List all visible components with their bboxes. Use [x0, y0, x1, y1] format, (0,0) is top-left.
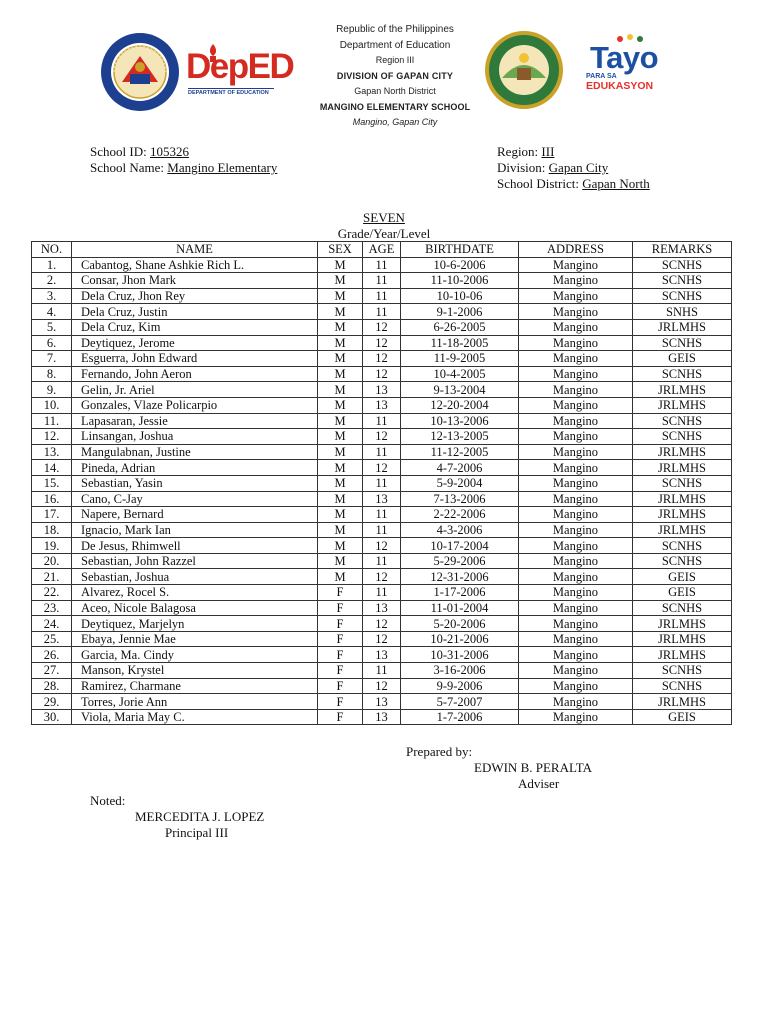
district-label: School District:	[497, 176, 579, 191]
tayo-logo-para-sa: PARA SA	[586, 73, 617, 80]
row-name: Gonzales, Vlaze Policarpio	[72, 397, 318, 413]
row-sex: M	[318, 366, 363, 382]
row-no: 16.	[32, 491, 72, 507]
row-birthdate: 10-21-2006	[401, 631, 519, 647]
row-birthdate: 10-13-2006	[401, 413, 519, 429]
col-header-sex: SEX	[318, 242, 363, 258]
grade-label: Grade/Year/Level	[337, 226, 431, 241]
school-name-label: School Name:	[90, 160, 165, 175]
row-sex: M	[318, 304, 363, 320]
row-address: Mangino	[519, 351, 633, 367]
row-age: 11	[363, 507, 401, 523]
table-row	[32, 663, 732, 679]
tayo-logo-text: Tayo	[590, 40, 659, 75]
division-label: Division:	[497, 160, 546, 175]
row-no: 22.	[32, 585, 72, 601]
row-no: 29.	[32, 694, 72, 710]
table-row	[32, 678, 732, 694]
row-age: 11	[363, 663, 401, 679]
row-age: 11	[363, 522, 401, 538]
row-age: 13	[363, 694, 401, 710]
row-sex: F	[318, 709, 363, 725]
row-name: Napere, Bernard	[72, 507, 318, 523]
row-name: Pineda, Adrian	[72, 460, 318, 476]
row-sex: F	[318, 616, 363, 632]
prepared-by-title: Adviser	[518, 776, 560, 791]
row-remarks: SCNHS	[633, 273, 732, 289]
table-row	[32, 647, 732, 663]
table-row	[32, 288, 732, 304]
row-remarks: SCNHS	[633, 553, 732, 569]
row-no: 4.	[32, 304, 72, 320]
row-address: Mangino	[519, 319, 633, 335]
row-remarks: GEIS	[633, 351, 732, 367]
header-division: DIVISION OF GAPAN CITY	[336, 70, 454, 81]
row-age: 13	[363, 397, 401, 413]
table-row	[32, 429, 732, 445]
row-age: 11	[363, 273, 401, 289]
row-address: Mangino	[519, 475, 633, 491]
table-row	[32, 475, 732, 491]
row-no: 19.	[32, 538, 72, 554]
row-remarks: SCNHS	[633, 663, 732, 679]
row-sex: F	[318, 600, 363, 616]
row-no: 7.	[32, 351, 72, 367]
row-remarks: SCNHS	[633, 366, 732, 382]
division-seal-logo	[100, 32, 180, 112]
row-no: 20.	[32, 553, 72, 569]
table-row	[32, 382, 732, 398]
grade-seven: SEVEN	[363, 210, 405, 225]
document-header	[0, 0, 768, 130]
row-sex: M	[318, 444, 363, 460]
row-sex: M	[318, 429, 363, 445]
row-birthdate: 12-31-2006	[401, 569, 519, 585]
row-no: 12.	[32, 429, 72, 445]
row-name: Viola, Maria May C.	[72, 709, 318, 725]
row-age: 13	[363, 709, 401, 725]
row-remarks: SCNHS	[633, 475, 732, 491]
row-address: Mangino	[519, 382, 633, 398]
row-birthdate: 10-10-06	[401, 288, 519, 304]
table-row	[32, 397, 732, 413]
row-name: Gelin, Jr. Ariel	[72, 382, 318, 398]
row-name: Linsangan, Joshua	[72, 429, 318, 445]
row-birthdate: 1-7-2006	[401, 709, 519, 725]
row-address: Mangino	[519, 444, 633, 460]
row-sex: F	[318, 678, 363, 694]
school-name-row	[90, 160, 277, 176]
row-sex: M	[318, 273, 363, 289]
row-age: 12	[363, 631, 401, 647]
row-age: 13	[363, 382, 401, 398]
row-sex: M	[318, 288, 363, 304]
row-age: 11	[363, 444, 401, 460]
row-age: 12	[363, 319, 401, 335]
header-text-block	[290, 22, 500, 131]
row-name: Garcia, Ma. Cindy	[72, 647, 318, 663]
table-row	[32, 522, 732, 538]
col-header-age: AGE	[363, 242, 401, 258]
row-address: Mangino	[519, 585, 633, 601]
row-address: Mangino	[519, 507, 633, 523]
row-name: Dela Cruz, Kim	[72, 319, 318, 335]
division-seal-icon	[100, 32, 180, 112]
row-birthdate: 12-20-2004	[401, 397, 519, 413]
row-birthdate: 10-31-2006	[401, 647, 519, 663]
row-remarks: JRLMHS	[633, 444, 732, 460]
row-birthdate: 10-6-2006	[401, 257, 519, 273]
row-name: Deytiquez, Marjelyn	[72, 616, 318, 632]
table-row	[32, 444, 732, 460]
row-name: Mangulabnan, Justine	[72, 444, 318, 460]
row-age: 13	[363, 647, 401, 663]
row-name: De Jesus, Rhimwell	[72, 538, 318, 554]
row-sex: M	[318, 475, 363, 491]
row-birthdate: 1-17-2006	[401, 585, 519, 601]
row-name: Torres, Jorie Ann	[72, 694, 318, 710]
table-row	[32, 585, 732, 601]
table-row	[32, 600, 732, 616]
row-address: Mangino	[519, 709, 633, 725]
row-age: 13	[363, 491, 401, 507]
row-no: 24.	[32, 616, 72, 632]
row-address: Mangino	[519, 538, 633, 554]
row-sex: M	[318, 538, 363, 554]
school-info-right	[497, 144, 650, 192]
table-row	[32, 507, 732, 523]
table-row	[32, 366, 732, 382]
row-no: 13.	[32, 444, 72, 460]
header-region: Region III	[375, 55, 415, 65]
row-birthdate: 5-7-2007	[401, 694, 519, 710]
row-remarks: GEIS	[633, 709, 732, 725]
row-address: Mangino	[519, 663, 633, 679]
row-no: 21.	[32, 569, 72, 585]
row-birthdate: 4-7-2006	[401, 460, 519, 476]
row-remarks: SCNHS	[633, 538, 732, 554]
row-sex: F	[318, 585, 363, 601]
row-sex: M	[318, 319, 363, 335]
noted-title: Principal III	[165, 825, 229, 840]
row-name: Sebastian, Joshua	[72, 569, 318, 585]
table-header-row	[32, 242, 732, 258]
table-row	[32, 413, 732, 429]
header-school-address: Mangino, Gapan City	[352, 117, 438, 127]
district-value: Gapan North	[582, 176, 650, 191]
noted-label: Noted:	[90, 793, 126, 808]
row-name: Aceo, Nicole Balagosa	[72, 600, 318, 616]
row-age: 11	[363, 475, 401, 491]
row-remarks: SCNHS	[633, 413, 732, 429]
row-address: Mangino	[519, 491, 633, 507]
noted-name: MERCEDITA J. LOPEZ	[135, 809, 265, 824]
row-age: 12	[363, 569, 401, 585]
row-name: Deytiquez, Jerome	[72, 335, 318, 351]
row-sex: M	[318, 553, 363, 569]
school-seal-icon	[484, 30, 564, 110]
row-remarks: JRLMHS	[633, 694, 732, 710]
row-no: 28.	[32, 678, 72, 694]
row-age: 12	[363, 335, 401, 351]
row-age: 11	[363, 585, 401, 601]
row-sex: F	[318, 631, 363, 647]
table-row	[32, 538, 732, 554]
row-name: Fernando, John Aeron	[72, 366, 318, 382]
district-row	[497, 176, 650, 192]
row-birthdate: 10-4-2005	[401, 366, 519, 382]
row-name: Sebastian, Yasin	[72, 475, 318, 491]
tayo-logo-edukasyon: EDUKASYON	[586, 80, 654, 92]
col-header-remarks: REMARKS	[633, 242, 732, 258]
row-sex: M	[318, 257, 363, 273]
row-birthdate: 7-13-2006	[401, 491, 519, 507]
region-label: Region:	[497, 144, 539, 159]
row-address: Mangino	[519, 397, 633, 413]
row-address: Mangino	[519, 335, 633, 351]
row-remarks: JRLMHS	[633, 397, 732, 413]
row-address: Mangino	[519, 694, 633, 710]
row-address: Mangino	[519, 460, 633, 476]
student-roster-table	[31, 241, 732, 725]
row-age: 11	[363, 257, 401, 273]
row-remarks: SCNHS	[633, 257, 732, 273]
table-row	[32, 631, 732, 647]
row-remarks: JRLMHS	[633, 616, 732, 632]
header-school-name: MANGINO ELEMENTARY SCHOOL	[319, 101, 471, 112]
row-remarks: JRLMHS	[633, 382, 732, 398]
row-sex: F	[318, 647, 363, 663]
row-no: 30.	[32, 709, 72, 725]
row-age: 12	[363, 351, 401, 367]
row-name: Lapasaran, Jessie	[72, 413, 318, 429]
school-info-left	[90, 144, 277, 176]
table-row	[32, 694, 732, 710]
row-name: Cabantog, Shane Ashkie Rich L.	[72, 257, 318, 273]
division-row	[497, 160, 650, 176]
table-row	[32, 491, 732, 507]
row-no: 23.	[32, 600, 72, 616]
row-age: 11	[363, 413, 401, 429]
row-age: 13	[363, 600, 401, 616]
row-no: 14.	[32, 460, 72, 476]
row-age: 12	[363, 429, 401, 445]
row-birthdate: 6-26-2005	[401, 319, 519, 335]
row-remarks: SCNHS	[633, 600, 732, 616]
row-address: Mangino	[519, 288, 633, 304]
school-seal-logo	[484, 30, 564, 110]
row-name: Esguerra, John Edward	[72, 351, 318, 367]
row-age: 12	[363, 460, 401, 476]
header-district: Gapan North District	[354, 86, 436, 96]
row-birthdate: 9-9-2006	[401, 678, 519, 694]
row-birthdate: 11-18-2005	[401, 335, 519, 351]
table-row	[32, 319, 732, 335]
table-body	[32, 257, 732, 725]
row-sex: F	[318, 663, 363, 679]
row-remarks: SCNHS	[633, 288, 732, 304]
row-birthdate: 5-29-2006	[401, 553, 519, 569]
row-no: 2.	[32, 273, 72, 289]
row-birthdate: 11-12-2005	[401, 444, 519, 460]
row-no: 15.	[32, 475, 72, 491]
row-address: Mangino	[519, 366, 633, 382]
row-no: 8.	[32, 366, 72, 382]
row-address: Mangino	[519, 631, 633, 647]
row-sex: M	[318, 335, 363, 351]
row-age: 11	[363, 304, 401, 320]
row-sex: M	[318, 382, 363, 398]
row-remarks: GEIS	[633, 569, 732, 585]
row-address: Mangino	[519, 569, 633, 585]
row-birthdate: 2-22-2006	[401, 507, 519, 523]
row-name: Dela Cruz, Jhon Rey	[72, 288, 318, 304]
row-age: 12	[363, 616, 401, 632]
school-name-value: Mangino Elementary	[167, 160, 278, 175]
row-address: Mangino	[519, 413, 633, 429]
row-address: Mangino	[519, 257, 633, 273]
row-birthdate: 12-13-2005	[401, 429, 519, 445]
row-name: Ignacio, Mark Ian	[72, 522, 318, 538]
row-address: Mangino	[519, 522, 633, 538]
row-no: 27.	[32, 663, 72, 679]
header-department: Department of Education	[339, 39, 451, 51]
prepared-by-label: Prepared by:	[406, 744, 473, 759]
row-no: 6.	[32, 335, 72, 351]
row-name: Alvarez, Rocel S.	[72, 585, 318, 601]
table-row	[32, 273, 732, 289]
row-sex: M	[318, 507, 363, 523]
row-remarks: JRLMHS	[633, 460, 732, 476]
row-remarks: JRLMHS	[633, 522, 732, 538]
deped-logo-subtext: DEPARTMENT OF EDUCATION	[188, 88, 274, 96]
row-age: 11	[363, 288, 401, 304]
table-row	[32, 460, 732, 476]
row-no: 26.	[32, 647, 72, 663]
row-name: Cano, C-Jay	[72, 491, 318, 507]
row-sex: M	[318, 491, 363, 507]
row-birthdate: 10-17-2004	[401, 538, 519, 554]
row-birthdate: 3-16-2006	[401, 663, 519, 679]
table-row	[32, 351, 732, 367]
table-row	[32, 553, 732, 569]
table-row	[32, 335, 732, 351]
school-id-label: School ID:	[90, 144, 147, 159]
row-no: 9.	[32, 382, 72, 398]
row-no: 25.	[32, 631, 72, 647]
prepared-by-name: EDWIN B. PERALTA	[474, 760, 593, 775]
row-sex: F	[318, 694, 363, 710]
row-address: Mangino	[519, 304, 633, 320]
row-no: 17.	[32, 507, 72, 523]
row-no: 5.	[32, 319, 72, 335]
col-header-name: NAME	[72, 242, 318, 258]
row-name: Ramirez, Charmane	[72, 678, 318, 694]
row-age: 12	[363, 538, 401, 554]
row-age: 11	[363, 553, 401, 569]
row-sex: M	[318, 522, 363, 538]
row-address: Mangino	[519, 678, 633, 694]
row-remarks: GEIS	[633, 585, 732, 601]
col-header-no: NO.	[32, 242, 72, 258]
row-remarks: SCNHS	[633, 429, 732, 445]
row-name: Sebastian, John Razzel	[72, 553, 318, 569]
table-row	[32, 616, 732, 632]
row-remarks: JRLMHS	[633, 647, 732, 663]
row-no: 10.	[32, 397, 72, 413]
row-no: 18.	[32, 522, 72, 538]
school-id-value: 105326	[149, 144, 189, 159]
row-name: Ebaya, Jennie Mae	[72, 631, 318, 647]
row-birthdate: 4-3-2006	[401, 522, 519, 538]
row-no: 3.	[32, 288, 72, 304]
table-row	[32, 257, 732, 273]
deped-logo-text: DepED	[186, 47, 294, 86]
row-remarks: JRLMHS	[633, 319, 732, 335]
row-birthdate: 5-9-2004	[401, 475, 519, 491]
row-age: 12	[363, 366, 401, 382]
row-sex: M	[318, 460, 363, 476]
header-republic: Republic of the Philippines	[336, 24, 454, 35]
table-row	[32, 709, 732, 725]
row-name: Consar, Jhon Mark	[72, 273, 318, 289]
table-row	[32, 304, 732, 320]
row-address: Mangino	[519, 429, 633, 445]
row-sex: M	[318, 397, 363, 413]
row-sex: M	[318, 413, 363, 429]
row-sex: M	[318, 569, 363, 585]
row-name: Dela Cruz, Justin	[72, 304, 318, 320]
col-header-address: ADDRESS	[519, 242, 633, 258]
col-header-birthdate: BIRTHDATE	[401, 242, 519, 258]
region-value: III	[541, 144, 555, 159]
row-name: Manson, Krystel	[72, 663, 318, 679]
row-age: 12	[363, 678, 401, 694]
row-address: Mangino	[519, 616, 633, 632]
row-birthdate: 9-13-2004	[401, 382, 519, 398]
row-remarks: JRLMHS	[633, 491, 732, 507]
row-remarks: JRLMHS	[633, 507, 732, 523]
row-remarks: SCNHS	[633, 678, 732, 694]
row-address: Mangino	[519, 553, 633, 569]
row-birthdate: 9-1-2006	[401, 304, 519, 320]
row-birthdate: 5-20-2006	[401, 616, 519, 632]
row-no: 1.	[32, 257, 72, 273]
row-remarks: SNHS	[633, 304, 732, 320]
row-birthdate: 11-01-2004	[401, 600, 519, 616]
region-row	[497, 144, 650, 160]
school-id-row	[90, 144, 277, 160]
row-address: Mangino	[519, 600, 633, 616]
row-remarks: SCNHS	[633, 335, 732, 351]
division-value: Gapan City	[548, 160, 609, 175]
row-sex: M	[318, 351, 363, 367]
row-no: 11.	[32, 413, 72, 429]
row-address: Mangino	[519, 273, 633, 289]
grade-value	[0, 210, 768, 226]
table-row	[32, 569, 732, 585]
row-birthdate: 11-10-2006	[401, 273, 519, 289]
row-remarks: JRLMHS	[633, 631, 732, 647]
row-birthdate: 11-9-2005	[401, 351, 519, 367]
row-address: Mangino	[519, 647, 633, 663]
